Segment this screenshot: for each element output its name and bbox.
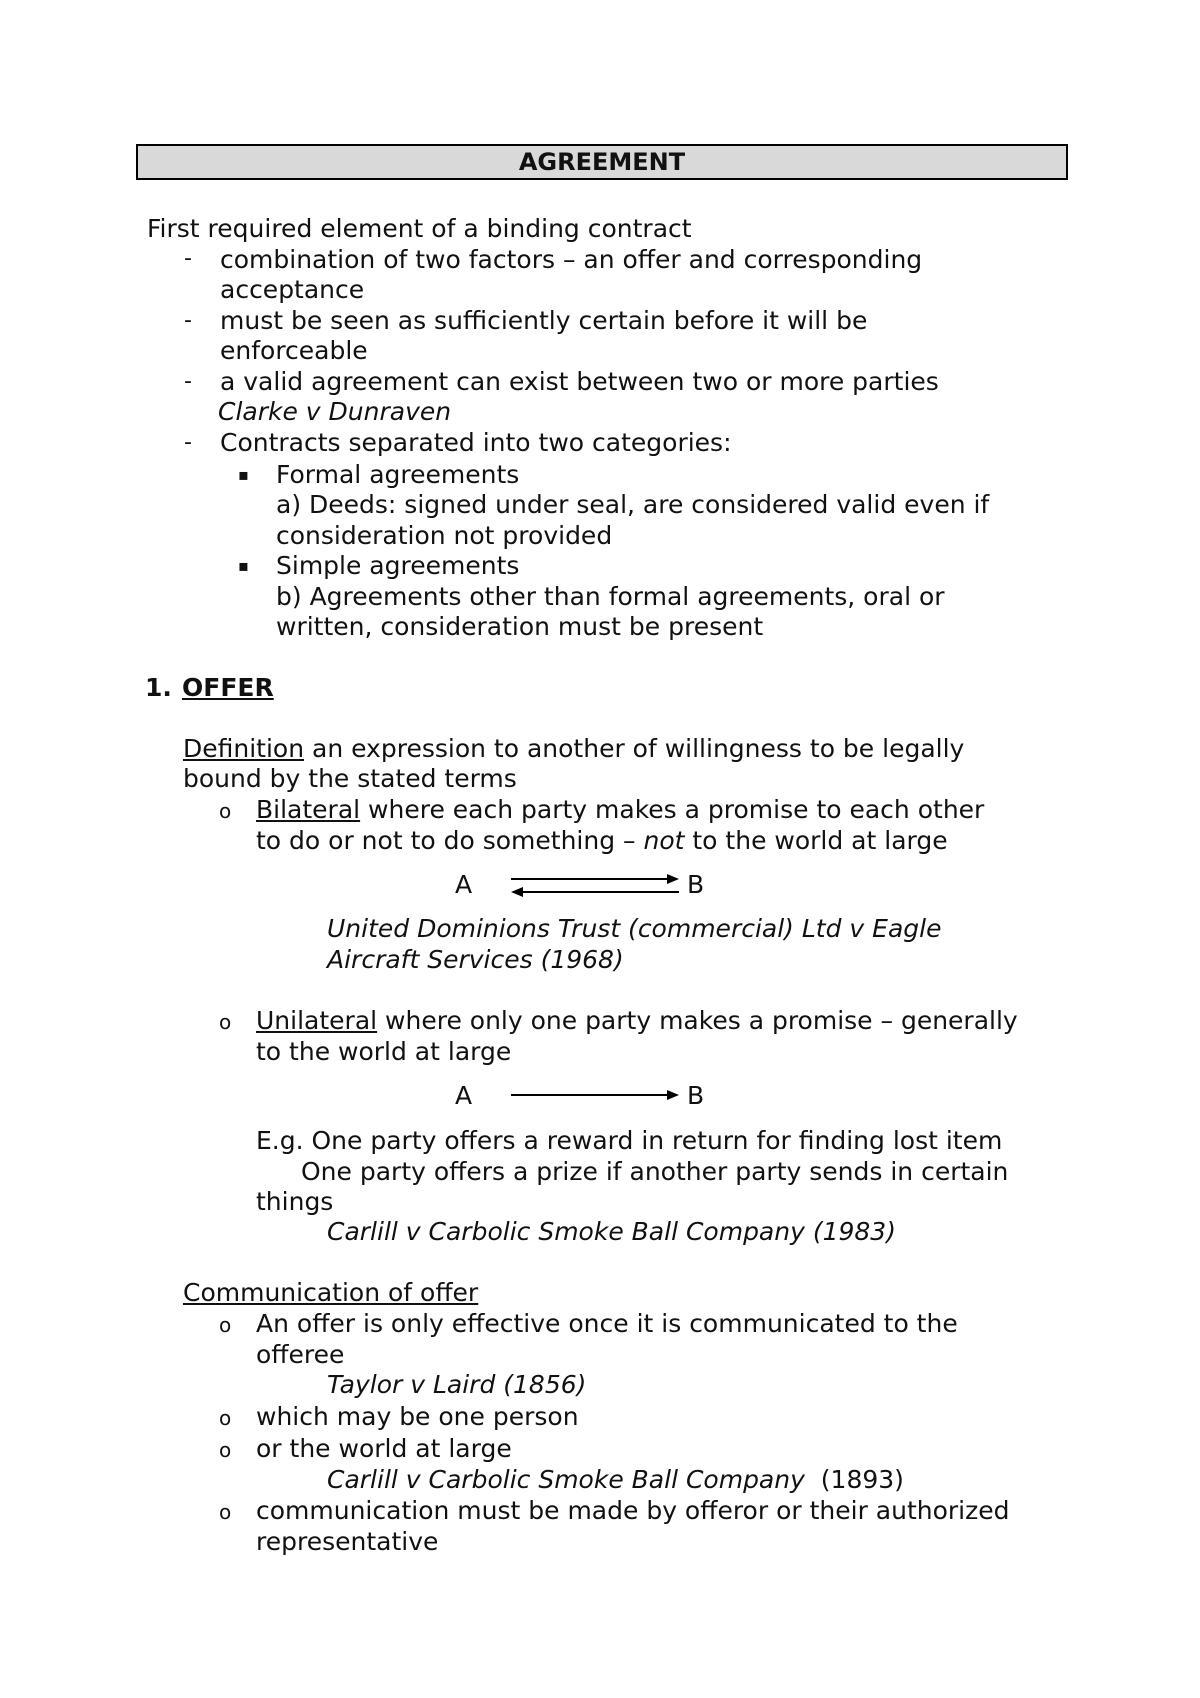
bilateral-text: where each party makes a promise to each other: [360, 795, 985, 824]
category-formal-label: Formal agreements: [276, 460, 520, 489]
dash-bullet: -: [184, 369, 192, 394]
party-a-label: A: [455, 870, 473, 899]
unilateral-line1: [256, 1006, 1018, 1036]
circle-bullet: o: [219, 1438, 232, 1462]
case-citation: Taylor v Laird (1856): [327, 1370, 587, 1399]
definition-label: Definition: [183, 734, 305, 763]
forward-arrow-head: [667, 874, 679, 884]
unilateral-text: where only one party makes a promise – generally: [377, 1006, 1018, 1035]
intro-bullet-1-line2: acceptance: [220, 275, 365, 304]
dash-bullet: -: [184, 430, 192, 455]
dash-bullet: -: [184, 308, 192, 333]
unilateral-arrow-diagram: [505, 1085, 685, 1105]
circle-bullet: o: [219, 1500, 232, 1524]
communication-bullet-4-line2: representative: [256, 1527, 439, 1556]
party-b-label: B: [687, 870, 705, 899]
backward-arrow-head: [511, 887, 523, 897]
bilateral-line1: [256, 795, 984, 825]
section-number: 1.: [145, 673, 172, 702]
intro-bullet-3-line1: a valid agreement can exist between two or more parties: [220, 367, 939, 396]
case-citation: Aircraft Services (1968): [327, 945, 624, 974]
intro-bullet-1-line1: combination of two factors – an offer and corresponding: [220, 245, 923, 274]
page-title: AGREEMENT: [136, 144, 1068, 180]
bilateral-line2: [256, 826, 948, 856]
intro-bullet-2-line2: enforceable: [220, 336, 368, 365]
bilateral-line2-post: to the world at large: [684, 826, 948, 855]
intro-heading: First required element of a binding contract: [147, 214, 692, 243]
unilateral-line2: to the world at large: [256, 1037, 512, 1066]
case-citation: Carlill v Carbolic Smoke Ball Company (1983): [327, 1217, 896, 1246]
example-line1: E.g. One party offers a reward in return for finding lost item: [256, 1126, 1003, 1155]
communication-bullet-1-line1: An offer is only effective once it is communicated to the: [256, 1309, 958, 1338]
definition-line2: bound by the stated terms: [183, 764, 517, 793]
party-b-label: B: [687, 1081, 705, 1110]
category-simple-label: Simple agreements: [276, 551, 520, 580]
circle-bullet: o: [219, 1406, 232, 1430]
square-bullet: ▪: [238, 556, 249, 575]
section-heading-offer: OFFER: [182, 673, 274, 702]
bilateral-arrows-diagram: [505, 870, 685, 900]
unilateral-label: Unilateral: [256, 1006, 378, 1035]
bilateral-line2-emphasis: not: [643, 826, 685, 855]
category-formal-line2: consideration not provided: [276, 521, 613, 550]
communication-bullet-4-line1: communication must be made by offeror or their authorized: [256, 1496, 1010, 1525]
circle-bullet: o: [219, 1010, 232, 1034]
party-a-label: A: [455, 1081, 473, 1110]
intro-bullet-2-line1: must be seen as sufficiently certain before it will be: [220, 306, 868, 335]
case-citation: United Dominions Trust (commercial) Ltd v Eagle: [327, 914, 942, 943]
category-simple-line1: b) Agreements other than formal agreements, oral or: [276, 582, 945, 611]
example-line2: One party offers a prize if another party sends in certain: [301, 1157, 1009, 1186]
circle-bullet: o: [219, 799, 232, 823]
intro-bullet-4-line1: Contracts separated into two categories:: [220, 428, 732, 457]
bilateral-line2-pre: to do or not to do something –: [256, 826, 644, 855]
communication-bullet-1-line2: offeree: [256, 1340, 345, 1369]
case-citation: Carlill v Carbolic Smoke Ball Company: [327, 1465, 805, 1494]
forward-arrow-head: [667, 1090, 679, 1100]
category-simple-line2: written, consideration must be present: [276, 612, 764, 641]
definition-text: an expression to another of willingness to be legally: [304, 734, 965, 763]
communication-bullet-3-citation: [327, 1465, 904, 1495]
circle-bullet: o: [219, 1313, 232, 1337]
square-bullet: ▪: [238, 465, 249, 484]
dash-bullet: -: [184, 246, 192, 271]
communication-bullet-3: or the world at large: [256, 1434, 512, 1463]
bilateral-label: Bilateral: [256, 795, 361, 824]
communication-bullet-2: which may be one person: [256, 1402, 579, 1431]
example-line3: things: [256, 1187, 334, 1216]
case-citation: Clarke v Dunraven: [218, 397, 452, 426]
case-year: (1893): [804, 1465, 904, 1494]
definition-line1: [183, 734, 964, 764]
communication-heading: Communication of offer: [183, 1278, 479, 1307]
category-formal-line1: a) Deeds: signed under seal, are considered valid even if: [276, 490, 990, 519]
